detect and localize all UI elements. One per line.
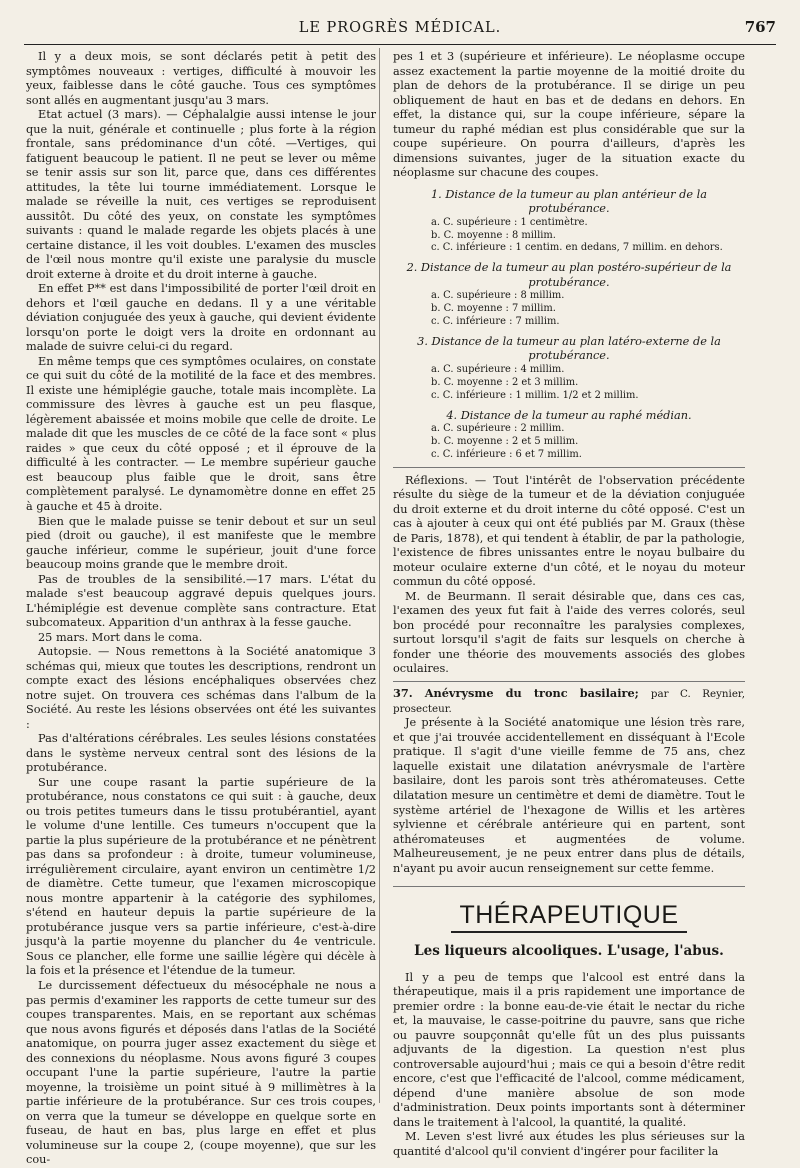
measurement-item: c. C. inférieure : 1 millim. 1/2 et 2 millim. [431,389,639,401]
paragraph: Etat actuel (3 mars). — Céphalalgie aussi intense le jour que la nuit, générale et continuelle ; plus forte à la région frontale, sans prédominance d'un côté. —Vertiges, qui fatiguent beaucoup le patient. Il ne peut se lever ou même se tenir assis sur son lit, parce que, dans ces différentes attitudes, la tête lui tourne immédiatement. Lorsque le malade se réveille la nuit, ces vertiges se reproduisent aussitôt. Du côté des yeux, on constate les symptômes suivants : quand le malade regarde les objets placés à une certaine distance, il les voit doubles. L'examen des muscles de l'œil nous montre qu'il existe une paralysie du muscle droit externe à droite et du droit interne à gauche. [26,108,376,281]
measurement-item: a. C. supérieure : 4 millim. [431,363,565,375]
measurement-item: b. C. moyenne : 7 millim. [431,303,556,315]
therapy-subtitle: Les liqueurs alcooliques. L'usage, l'abus. [414,943,724,960]
paragraph: Pas d'altérations cérébrales. Les seules lésions constatées dans le système nerveux central sont des lésions de la protubérance. [26,732,376,775]
running-title: LE PROGRÈS MÉDICAL. [298,20,502,36]
measurements-table [393,188,745,468]
measurement-item: a. C. supérieure : 8 millim. [431,290,565,302]
paragraph: Pas de troubles de la sensibilité.—17 mars. L'état du malade s'est beaucoup aggravé depuis quelques jours. L'hémiplégie est devenue complète sans contracture. Etat subcomateux. Apparition d'un anthrax à la fesse gauche. [26,572,376,630]
reflexions-paragraph: Réflexions. — Tout l'intérêt de l'observation précédente résulte du siège de la tumeur et de la déviation conjuguée du droit externe et du droit interne du côté opposé. C'est un cas à ajouter à ceux qui ont été publiés par M. Graux (thèse de Paris, 1878), et qui tendent à établir, de par la pathologie, l'existence de fibres unissantes entre le noyau bulbaire du moteur oculaire externe d'un côté, et le noyau du moteur commun du côté opposé. [393,473,745,589]
section-heading [393,681,745,716]
column-divider [379,48,380,1103]
measurement-item: b. C. moyenne : 2 et 5 millim. [431,436,579,447]
paragraph: pes 1 et 3 (supérieure et inférieure). Le néoplasme occupe assez exactement la partie moyenne de la moitié droite du plan de dehors de la protubérance. Il se dirige un peu obliquement de haut en bas et de dedans en dehors. En effet, la distance qui, sur la coupe inférieure, sépare la tumeur du raphé médian est plus considérable que sur la coupe supérieure. On pourra d'ailleurs, d'après les dimensions suivantes, juger de la situation exacte du néoplasme sur chacune des coupes. [393,50,745,180]
therapy-header [393,886,745,933]
measurement-heading: 4. Distance de la tumeur au raphé médian. [446,408,692,422]
measurement-item: b. C. moyenne : 2 et 3 millim. [431,376,579,388]
measurement-item: c. C. inférieure : 6 et 7 millim. [431,448,582,460]
paragraph: Bien que le malade puisse se tenir debout et sur un seul pied (droit ou gauche), il est manifeste que le membre gauche inférieur, comme le supérieur, jouit d'une force beaucoup moins grande que le membre droit. [26,514,376,572]
paragraph: Le durcissement défectueux du mésocéphale ne nous a pas permis d'examiner les rapports de cette tumeur sur des coupes transparentes. Mais, en se reportant aux schémas que nous avons figurés et déposés dans l'atlas de la Société anatomique, on pourra juger assez exactement du siège et des connexions du néoplasme. Nous avons figuré 3 coupes occupant l'une la partie supérieure, l'autre la partie moyenne, la troisième un point situé à 9 millimètres à la partie inférieure de la protubérance. Sur ces trois coupes, on verra que la tumeur se développe en quelque sorte en fuseau, de haut en bas, plus large en effet et plus volumineuse sur la coupe 2, (coupe moyenne), que sur les cou- [26,979,376,1167]
section-author: par C. Reynier, prosecteur. [393,687,745,716]
section-title: 37. Anévrysme du tronc basilaire; [393,685,639,700]
paragraph: Il y a deux mois, se sont déclarés petit à petit des symptômes nouveaux : vertiges, difficulté à mouvoir les yeux, faiblesse dans le côté gauche. Tous ces symptômes sont allés en augmentant jusqu'au 3 mars. [26,50,376,107]
therapy-title: THÉRAPEUTIQUE [451,899,686,933]
beurmann-paragraph: M. de Beurmann. Il serait désirable que, dans ces cas, l'examen des yeux fut fait à l'aide des verres colorés, seul bon procédé pour reconnaître les paralysies complexes, surtout lorsqu'il s'agit de faits sur lesquels on cherche à fonder une théorie des mouvements associés des globes oculaires. [393,589,745,676]
paragraph: Il y a peu de temps que l'alcool est entré dans la thérapeutique, mais il a pris rapidement une importance de premier ordre : la bonne eau-de-vie était le nectar du riche et, la mauvaise, le casse-poitrine du pauvre, sans que riche ou pauvre soupçonnât qu'elle fût un des plus puissants adjuvants de la digestion. La question n'est plus controversable aujourd'hui ; mais ce qui a besoin d'être redit encore, c'est que l'efficacité de l'alcool, comme médicament, dépend d'une manière absolue de son mode d'administration. Deux points importants sont à déterminer dans le traitement à l'alcool, la quantité, la qualité. [393,970,745,1129]
paragraph: En effet P** est dans l'impossibilité de porter l'œil droit en dehors et l'œil gauche en dedans. Il y a une véritable déviation conjuguée des yeux à gauche, qui devient évidente lorsqu'on porte le doigt vers la droite en ordonnant au malade de suivre celui-ci du regard. [26,282,376,354]
page-header [24,14,776,45]
measurement-item: c. C. inférieure : 1 centim. en dedans, 7 millim. en dehors. [431,242,723,254]
measurement-heading: 1. Distance de la tumeur au plan antérieur de la protubérance. [430,187,708,216]
paragraph: Je présente à la Société anatomique une lésion très rare, et que j'ai trouvée accidentellement en disséquant à l'Ecole pratique. Il s'agit d'une vieille femme de 75 ans, chez laquelle existait une dilatation anévrysmale de l'artère basilaire, dont les parois sont très athéromateuses. Cette dilatation mesure un centimètre et demi de diamètre. Tout le système artériel de l'hexagone de Willis et les artères sylvienne et cérébrale antérieure qui en partent, sont athéromateuses et augmentées de volume. Malheureusement, je ne peux entrer dans plus de détails, n'ayant pu avoir aucun renseignement sur cette femme. [393,716,745,875]
page-number: 767 [744,18,776,36]
right-column [393,50,745,1158]
paragraph: Sur une coupe rasant la partie supérieure de la protubérance, nous constatons ce qui suit : à gauche, deux ou trois petites tumeurs dans le tissu protubérantiel, ayant le volume d'une lentille. Ces tumeurs n'occupent que la partie la plus supérieure de la protubérance et ne pénètrent pas dans sa profondeur : à droite, tumeur volumineuse, irrégulièrement circulaire, ayant environ un centimètre 1/2 de diamètre. Cette tumeur, que l'examen microscopique nous montre appartenir à la catégorie des syphilomes, s'étend en hauteur depuis la partie supérieure de la protubérance jusque vers sa partie inférieure, c'est-à-dire jusqu'à la partie moyenne du plancher du 4e ventricule. Sous ce plancher, elle forme une saillie légère qui décèle à la fois et la présence et l'étendue de la tumeur. [26,775,376,978]
measurement-item: c. C. inférieure : 7 millim. [431,316,560,328]
left-column [26,50,376,1167]
measurement-heading: 3. Distance de la tumeur au plan latéro-externe de la protubérance. [417,334,721,363]
paragraph: Autopsie. — Nous remettons à la Société anatomique 3 schémas qui, mieux que toutes les descriptions, rendront un compte exact des lésions encéphaliques observées chez notre sujet. On trouvera ces schémas dans l'album de la Société. Au reste les lésions observées ont été les suivantes : [26,645,376,731]
measurement-heading: 2. Distance de la tumeur au plan postéro-supérieur de la protubérance. [406,261,732,289]
paragraph: M. Leven s'est livré aux études les plus sérieuses sur la quantité d'alcool qu'il convient d'ingérer pour faciliter la [393,1130,745,1158]
measurement-item: a. C. supérieure : 2 millim. [431,423,565,435]
paragraph: En même temps que ces symptômes oculaires, on constate ce qui suit du côté de la motilité de la face et des membres. Il existe une hémiplégie gauche, totale mais incomplète. La commissure des lèvres à gauche est un peu flasque, légèrement abaissée et moins mobile que celle de droite. Le malade dit que les muscles de ce côté de la face sont « plus raides » que ceux du côté opposé ; et il éprouve de la difficulté à les contracter. — Le membre supérieur gauche est beaucoup plus faible que le droit, sans être complètement paralysé. Le dynamomètre donne en effet 25 à gauche et 45 à droite. [26,354,376,513]
measurement-item: b. C. moyenne : 8 millim. [431,229,556,241]
paragraph: 25 mars. Mort dans le coma. [38,630,203,644]
measurement-item: a. C. supérieure : 1 centimètre. [431,216,588,228]
